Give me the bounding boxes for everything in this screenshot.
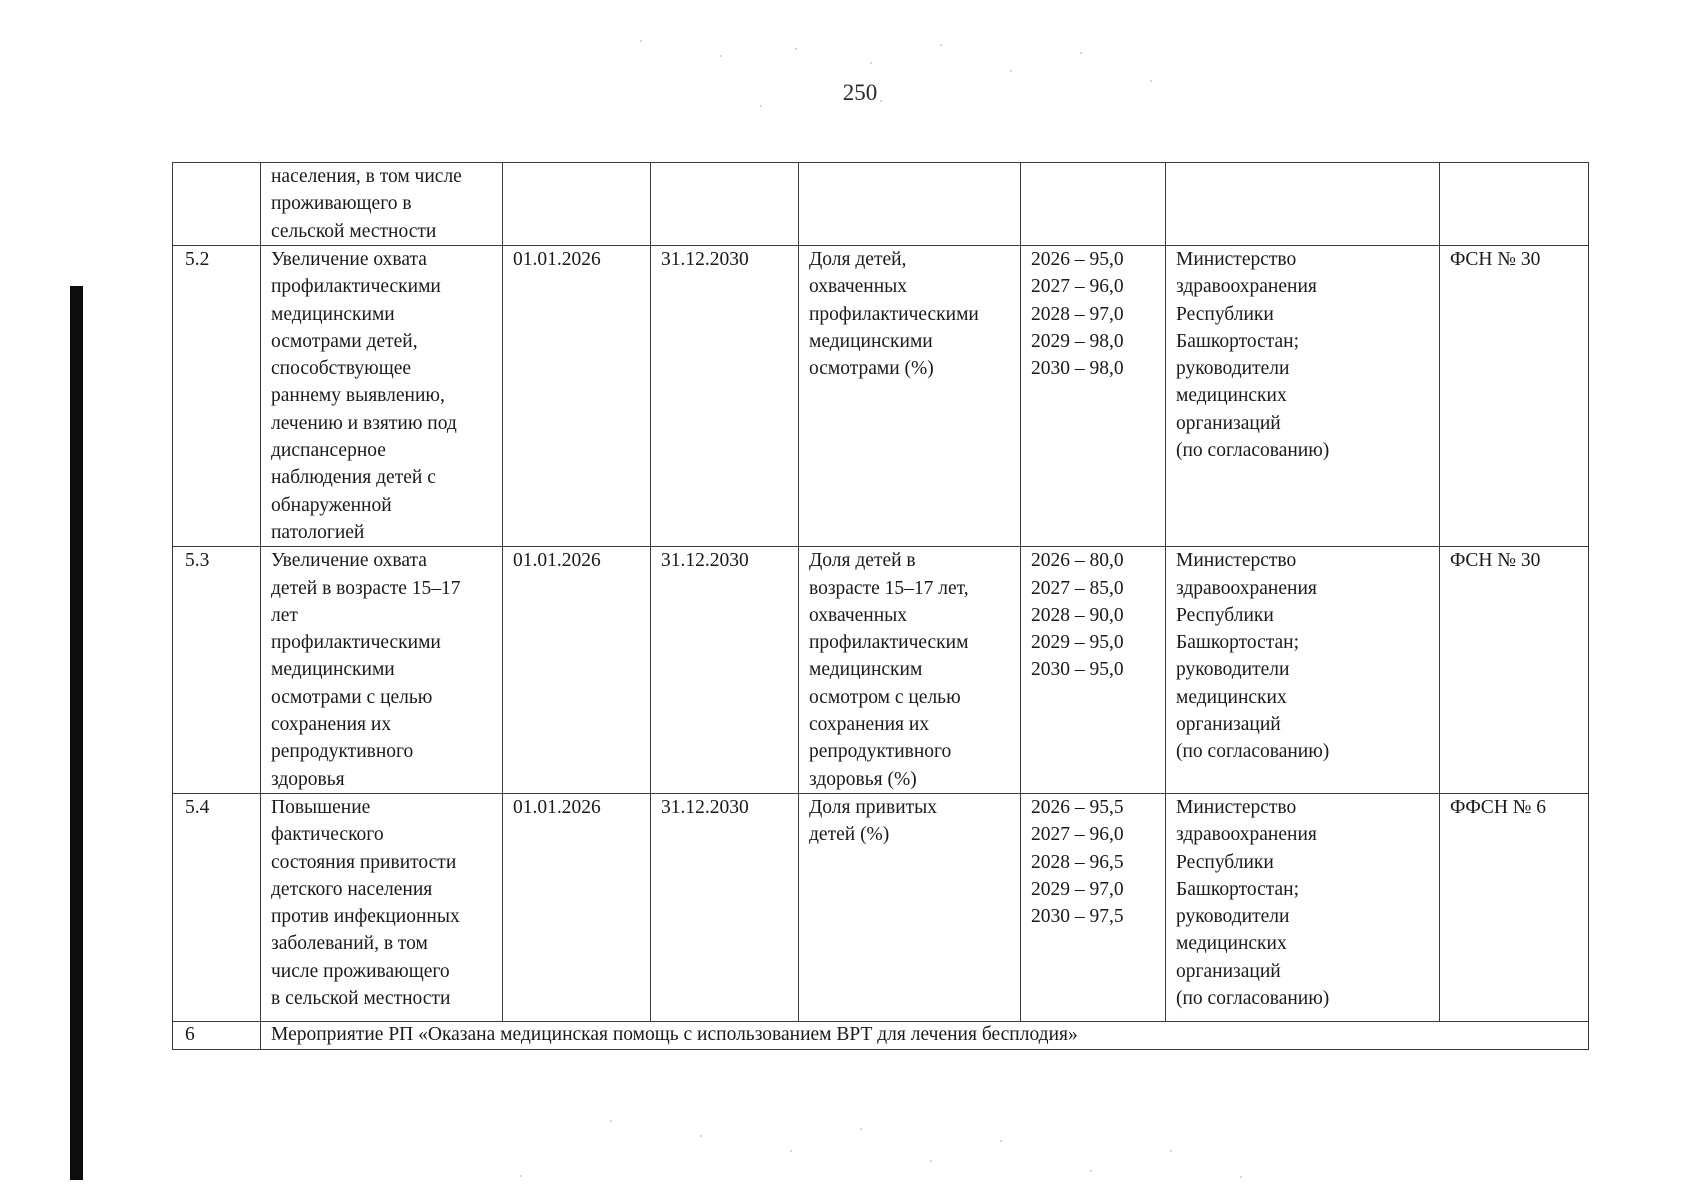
row-number: 5.2	[173, 246, 261, 547]
table-row	[173, 547, 1589, 794]
section-row	[173, 1021, 1589, 1049]
indicator	[799, 163, 1021, 246]
target-values	[1021, 163, 1166, 246]
end-date: 31.12.2030	[651, 793, 799, 1021]
responsible: Министерство здравоохранения Республики Башкортостан; руководители медицинских организаций (по согласованию)	[1166, 793, 1440, 1021]
page-number: 250	[842, 80, 878, 105]
indicator: Доля привитых детей (%)	[799, 793, 1021, 1021]
measures-table	[172, 162, 1589, 1050]
table-row	[173, 246, 1589, 547]
section-number: 6	[173, 1021, 261, 1049]
measure-description: Повышение фактического состояния привитости детского населения против инфекционных заболеваний, в том числе проживающего в сельской местности	[261, 793, 503, 1021]
responsible: Министерство здравоохранения Республики Башкортостан; руководители медицинских организаций (по согласованию)	[1166, 547, 1440, 794]
start-date	[503, 163, 651, 246]
row-number: 5.3	[173, 547, 261, 794]
table-row	[173, 163, 1589, 246]
target-values: 2026 – 95,0 2027 – 96,0 2028 – 97,0 2029 – 98,0 2030 – 98,0	[1021, 246, 1166, 547]
start-date: 01.01.2026	[503, 246, 651, 547]
end-date: 31.12.2030	[651, 246, 799, 547]
data-source: ФСН № 30	[1440, 547, 1589, 794]
table-row	[173, 793, 1589, 1021]
end-date: 31.12.2030	[651, 547, 799, 794]
indicator: Доля детей, охваченных профилактическими медицинскими осмотрами (%)	[799, 246, 1021, 547]
section-title: Мероприятие РП «Оказана медицинская помощь с использованием ВРТ для лечения бесплодия»	[261, 1021, 1589, 1049]
start-date: 01.01.2026	[503, 547, 651, 794]
scan-edge-bar	[70, 286, 83, 1180]
responsible: Министерство здравоохранения Республики Башкортостан; руководители медицинских организаций (по согласованию)	[1166, 246, 1440, 547]
indicator: Доля детей в возрасте 15–17 лет, охваченных профилактическим медицинским осмотром с целью сохранения их репродуктивного здоровья (%)	[799, 547, 1021, 794]
target-values: 2026 – 95,5 2027 – 96,0 2028 – 96,5 2029 – 97,0 2030 – 97,5	[1021, 793, 1166, 1021]
data-source: ФСН № 30	[1440, 246, 1589, 547]
target-values: 2026 – 80,0 2027 – 85,0 2028 – 90,0 2029 – 95,0 2030 – 95,0	[1021, 547, 1166, 794]
responsible	[1166, 163, 1440, 246]
data-source: ФФСН № 6	[1440, 793, 1589, 1021]
measure-description: Увеличение охвата профилактическими медицинскими осмотрами детей, способствующее раннему выявлению, лечению и взятию под диспансерное наблюдения детей с обнаруженной патологией	[261, 246, 503, 547]
start-date: 01.01.2026	[503, 793, 651, 1021]
row-number: 5.4	[173, 793, 261, 1021]
end-date	[651, 163, 799, 246]
measure-description: населения, в том числе проживающего в сельской местности	[261, 163, 503, 246]
measure-description: Увеличение охвата детей в возрасте 15–17 лет профилактическими медицинскими осмотрами с целью сохранения их репродуктивного здоровья	[261, 547, 503, 794]
data-source	[1440, 163, 1589, 246]
row-number	[173, 163, 261, 246]
